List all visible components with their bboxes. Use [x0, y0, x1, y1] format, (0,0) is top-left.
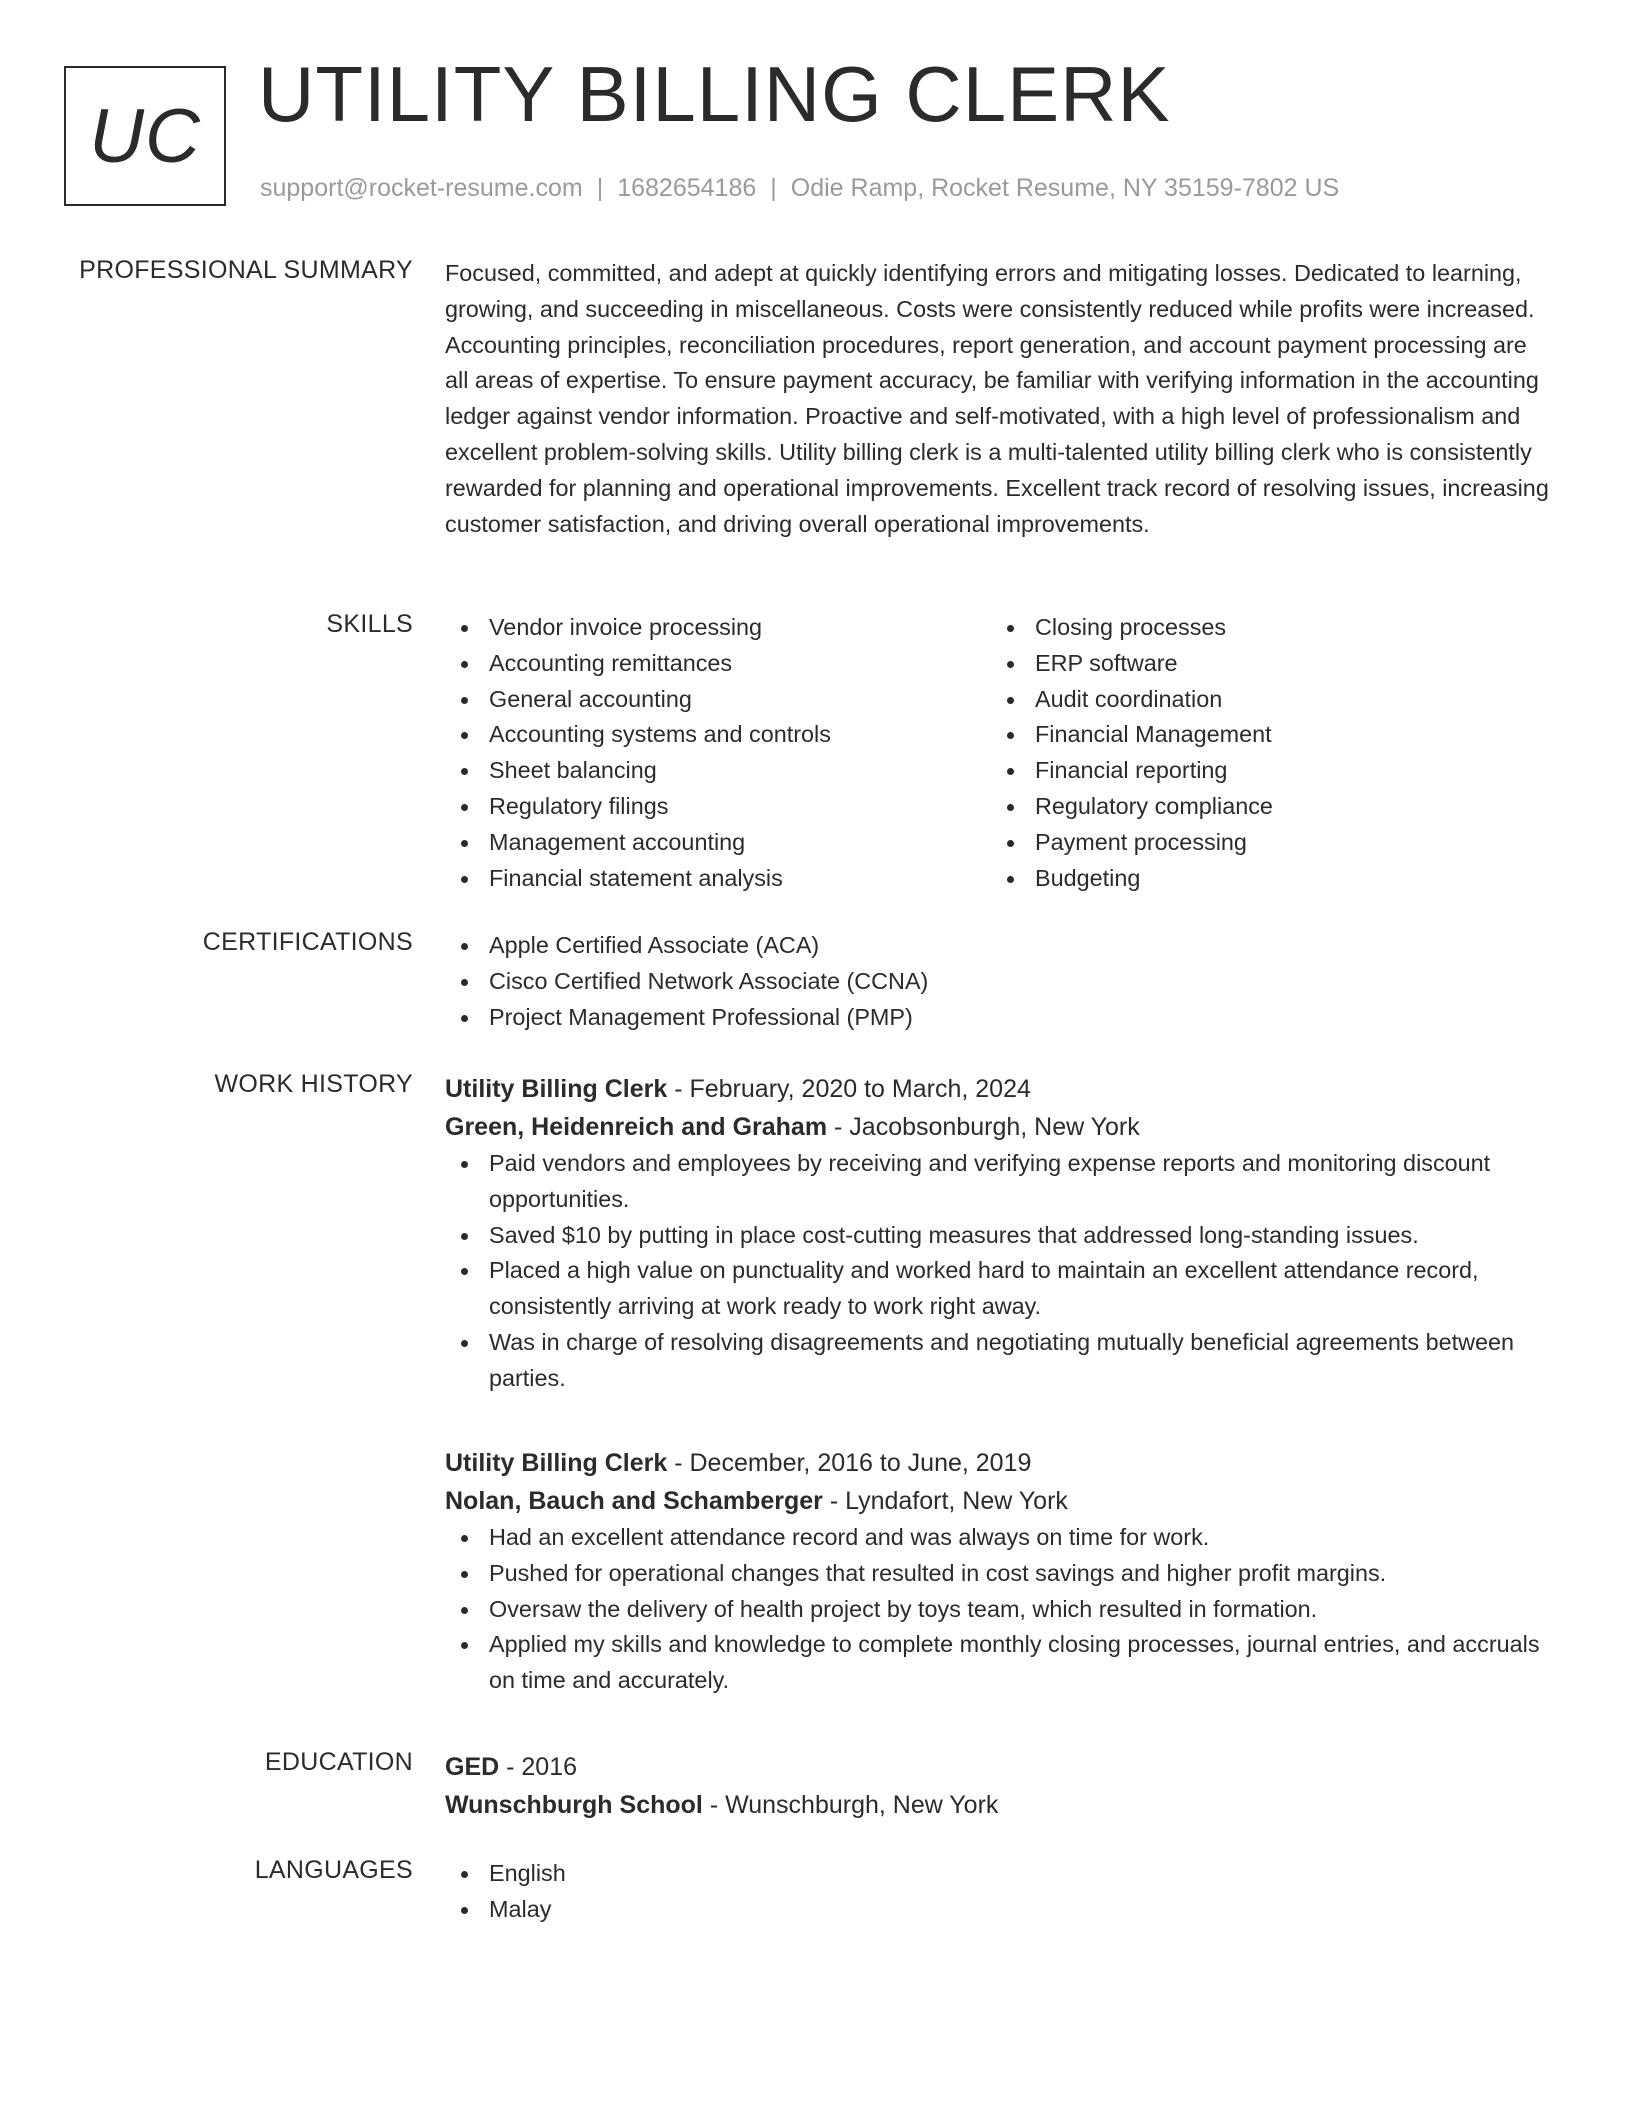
initials-text: UC	[89, 93, 201, 179]
job-bullets	[445, 1146, 1553, 1397]
job-title: Utility Billing Clerk	[445, 1449, 668, 1477]
initials-monogram	[64, 66, 226, 206]
certifications-list	[445, 928, 1553, 1035]
education-school-line	[445, 1786, 1553, 1824]
list-item: Budgeting	[991, 861, 1537, 897]
job-title-line	[445, 1444, 1553, 1482]
job-company: Green, Heidenreich and Graham	[445, 1113, 828, 1141]
list-item: Project Management Professional (PMP)	[445, 1000, 1553, 1036]
page-title: UTILITY BILLING CLERK	[258, 50, 1171, 138]
education-location: - Wunschburgh, New York	[702, 1791, 999, 1819]
list-item: Audit coordination	[991, 682, 1537, 718]
contact-email[interactable]: support@rocket-resume.com	[260, 174, 583, 202]
list-item: Malay	[445, 1892, 1553, 1928]
contact-address: Odie Ramp, Rocket Resume, NY 35159-7802 US	[790, 174, 1340, 202]
skills-list-left	[445, 610, 991, 896]
list-item: Regulatory filings	[445, 789, 991, 825]
job-location: - Jacobsonburgh, New York	[827, 1113, 1140, 1141]
job-entry	[445, 1444, 1553, 1699]
section-heading: CERTIFICATIONS	[202, 928, 413, 956]
list-item: Sheet balancing	[445, 753, 991, 789]
education-school: Wunschburgh School	[445, 1791, 703, 1819]
list-item: Pushed for operational changes that resulted in cost savings and higher profit margins.	[445, 1556, 1553, 1592]
section-heading: WORK HISTORY	[214, 1070, 413, 1098]
list-item: ERP software	[991, 646, 1537, 682]
list-item: Applied my skills and knowledge to complete monthly closing processes, journal entries, and accruals on time and accurately.	[445, 1627, 1553, 1699]
job-title: Utility Billing Clerk	[445, 1075, 668, 1103]
education-degree-line	[445, 1748, 1553, 1786]
list-item: Paid vendors and employees by receiving and verifying expense reports and monitoring discount opportunities.	[445, 1146, 1553, 1218]
list-item: Financial Management	[991, 717, 1537, 753]
list-item: Financial statement analysis	[445, 861, 991, 897]
list-item: Accounting systems and controls	[445, 717, 991, 753]
job-location: - Lyndafort, New York	[822, 1487, 1068, 1515]
section-heading: EDUCATION	[264, 1748, 413, 1776]
list-item: Cisco Certified Network Associate (CCNA)	[445, 964, 1553, 1000]
list-item: Payment processing	[991, 825, 1537, 861]
list-item: Management accounting	[445, 825, 991, 861]
list-item: Accounting remittances	[445, 646, 991, 682]
job-bullets	[445, 1520, 1553, 1699]
list-item: Apple Certified Associate (ACA)	[445, 928, 1553, 964]
contact-phone[interactable]: 1682654186	[617, 174, 757, 202]
job-entry	[445, 1070, 1553, 1397]
section-heading: SKILLS	[326, 610, 413, 638]
job-dates: - December, 2016 to June, 2019	[667, 1449, 1032, 1477]
section-heading: LANGUAGES	[254, 1856, 413, 1884]
list-item: Was in charge of resolving disagreements and negotiating mutually beneficial agreements between parties.	[445, 1325, 1553, 1397]
contact-line	[260, 174, 1339, 203]
list-item: General accounting	[445, 682, 991, 718]
job-company-line	[445, 1108, 1553, 1146]
contact-separator: |	[770, 174, 777, 202]
job-title-line	[445, 1070, 1553, 1108]
list-item: Saved $10 by putting in place cost-cutting measures that addressed long-standing issues.	[445, 1218, 1553, 1254]
list-item: Had an excellent attendance record and was always on time for work.	[445, 1520, 1553, 1556]
list-item: Financial reporting	[991, 753, 1537, 789]
list-item: Vendor invoice processing	[445, 610, 991, 646]
list-item: Placed a high value on punctuality and worked hard to maintain an excellent attendance record, consistently arriving at work ready to work right away.	[445, 1253, 1553, 1325]
job-company: Nolan, Bauch and Schamberger	[445, 1487, 823, 1515]
job-dates: - February, 2020 to March, 2024	[667, 1075, 1031, 1103]
education-year: - 2016	[499, 1753, 578, 1781]
skills-list-right	[991, 610, 1537, 896]
list-item: Closing processes	[991, 610, 1537, 646]
list-item: Regulatory compliance	[991, 789, 1537, 825]
section-heading: PROFESSIONAL SUMMARY	[79, 256, 413, 284]
contact-separator: |	[596, 174, 604, 202]
job-company-line	[445, 1482, 1553, 1520]
list-item: Oversaw the delivery of health project by toys team, which resulted in formation.	[445, 1592, 1553, 1628]
list-item: English	[445, 1856, 1553, 1892]
education-degree: GED	[445, 1753, 500, 1781]
languages-list	[445, 1856, 1553, 1928]
summary-text: Focused, committed, and adept at quickly identifying errors and mitigating losses. Dedicated to learning, growing, and succeeding in miscellaneous. Costs were consistently reduced while profits were increased. Accounting principles, reconciliation procedures, report generation, and account payment processing are all areas of expertise. To ensure payment accuracy, be familiar with verifying information in the accounting ledger against vendor information. Proactive and self-motivated, with a high level of professionalism and excellent problem-solving skills. Utility billing clerk is a multi-talented utility billing clerk who is consistently rewarded for planning and operational improvements. Excellent track record of resolving issues, increasing customer satisfaction, and driving overall operational improvements.	[445, 260, 1549, 537]
